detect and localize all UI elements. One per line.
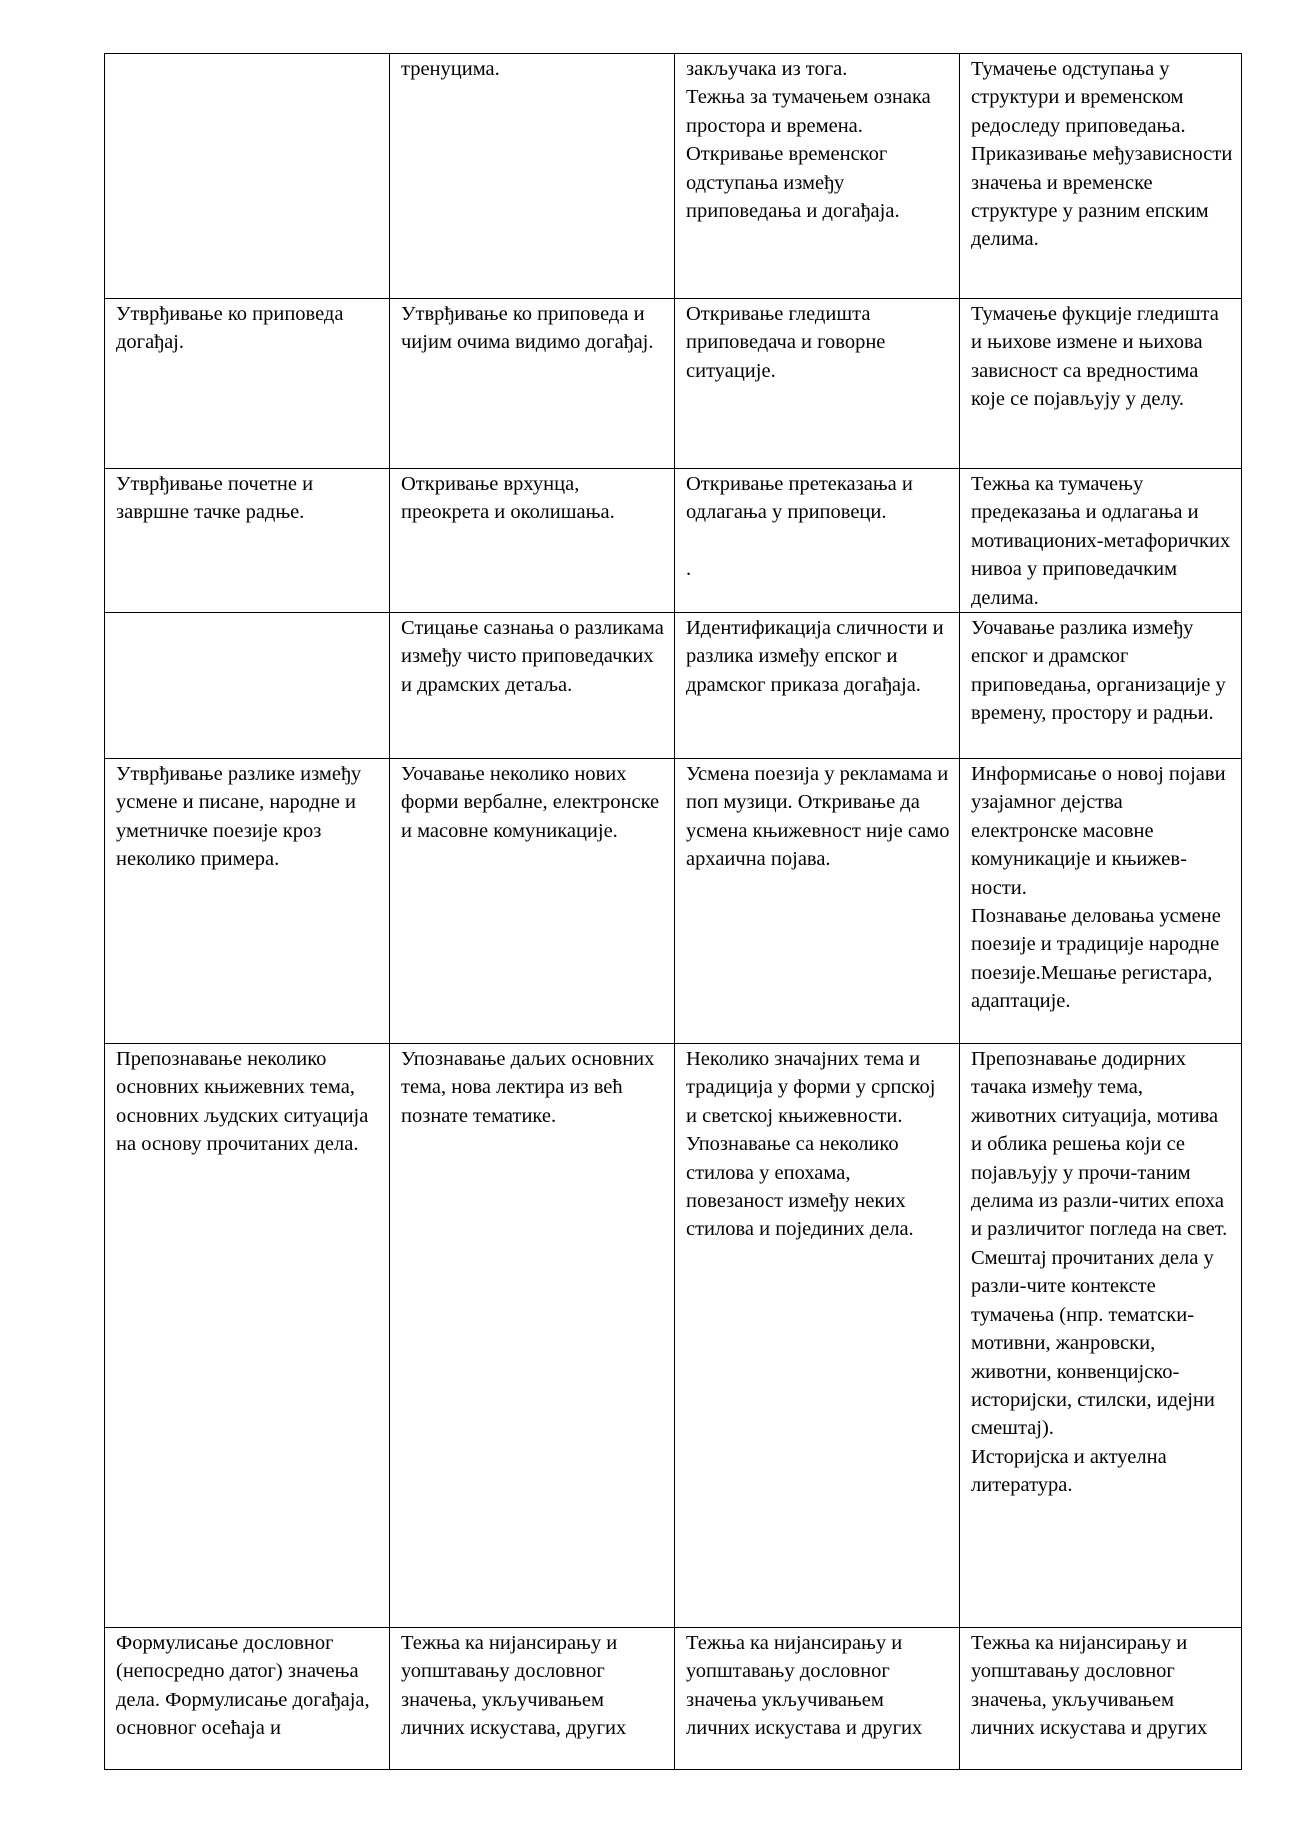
table-row: [105, 1628, 1242, 1770]
table-cell: [105, 54, 390, 299]
table-cell: Утврђивање ко приповеда догађај.: [105, 299, 390, 469]
table-row: [105, 759, 1242, 1044]
table-cell: Уочавање разлика између епског и драмског приповедања, организације у времену, простору и радњи.: [960, 613, 1242, 759]
table-cell: Неколико значајних тема и традиција у форми у српској и светској књижевности. Упознавање са неколико стилова у епохама, повезаност између неких стилова и појединих дела.: [675, 1044, 960, 1628]
table-cell: Тежња ка нијансирању и уопштавању дословног значења, укључивањем личних искустава и других: [960, 1628, 1242, 1770]
table-cell: Формулисање дословног (непосредно датог) значења дела. Формулисање догађаја, основног осећаја и: [105, 1628, 390, 1770]
table-row: [105, 54, 1242, 299]
table-cell: Препознавање додирних тачака између тема, животних ситуација, мотива и облика решења који се појављују у прочи-таним делима из разли-читих епоха и различитог погледа на свет. Смештај прочитаних дела у разли-чите контексте тумачења (нпр. тематски-мотивни, жанровски, животни, конвенцијско-историјски, стилски, идејни смештај). Историјска и актуелна литература.: [960, 1044, 1242, 1628]
table-cell: [105, 613, 390, 759]
table-cell: Тежња ка тумачењу предеказања и одлагања и мотивационих-метафоричких нивоа у приповедачким делима.: [960, 469, 1242, 613]
table-cell: Упознавање даљих основних тема, нова лектира из већ познате тематике.: [390, 1044, 675, 1628]
table-cell: Усмена поезија у рекламама и поп музици. Откривање да усмена књижевност није само архаична појава.: [675, 759, 960, 1044]
table-cell: Стицање сазнања о разликама између чисто приповедачких и драмских детаља.: [390, 613, 675, 759]
table-row: [105, 613, 1242, 759]
table-cell: Тежња ка нијансирању и уопштавању дословног значења укључивањем личних искустава и других: [675, 1628, 960, 1770]
table-cell: Утврђивање разлике између усмене и писане, народне и уметничке поезије кроз неколико примера.: [105, 759, 390, 1044]
table-row: [105, 469, 1242, 613]
table-cell: Откривање врхунца, преокрета и околишања.: [390, 469, 675, 613]
table-cell: Тумачење одступања у структури и временском редоследу приповедања. Приказивање међузависности значења и временске структуре у разним епским делима.: [960, 54, 1242, 299]
table-cell: Утврђивање ко приповеда и чијим очима видимо догађај.: [390, 299, 675, 469]
table-row: [105, 1044, 1242, 1628]
table-cell: Откривање претеказања и одлагања у приповеци. .: [675, 469, 960, 613]
table-cell: Тумачење фукције гледишта и њихове измене и њихова зависност са вредностима које се појављују у делу.: [960, 299, 1242, 469]
table-cell: Тежња ка нијансирању и уопштавању дословног значења, укључивањем личних искустава, других: [390, 1628, 675, 1770]
table-cell: Утврђивање почетне и завршне тачке радње.: [105, 469, 390, 613]
table-cell: закључака из тога. Тежња за тумачењем ознака простора и времена. Откривање временског одступања између приповедања и догађаја.: [675, 54, 960, 299]
table-cell: Откривање гледишта приповедача и говорне ситуације.: [675, 299, 960, 469]
table-cell: Уочавање неколико нових форми вербалне, електронске и масовне комуникације.: [390, 759, 675, 1044]
curriculum-table: [104, 53, 1242, 1770]
table-cell: тренуцима.: [390, 54, 675, 299]
table-cell: Препознавање неколико основних књижевних тема, основних људских ситуација на основу прочитаних дела.: [105, 1044, 390, 1628]
table-cell: Идентификација сличности и разлика између епског и драмског приказа догађаја.: [675, 613, 960, 759]
table-row: [105, 299, 1242, 469]
table-cell: Информисање о новој појави узајамног дејства електронске масовне комуникације и књижев-ности. Познавање деловања усмене поезије и традиције народне поезије.Мешање регистара, адаптације.: [960, 759, 1242, 1044]
